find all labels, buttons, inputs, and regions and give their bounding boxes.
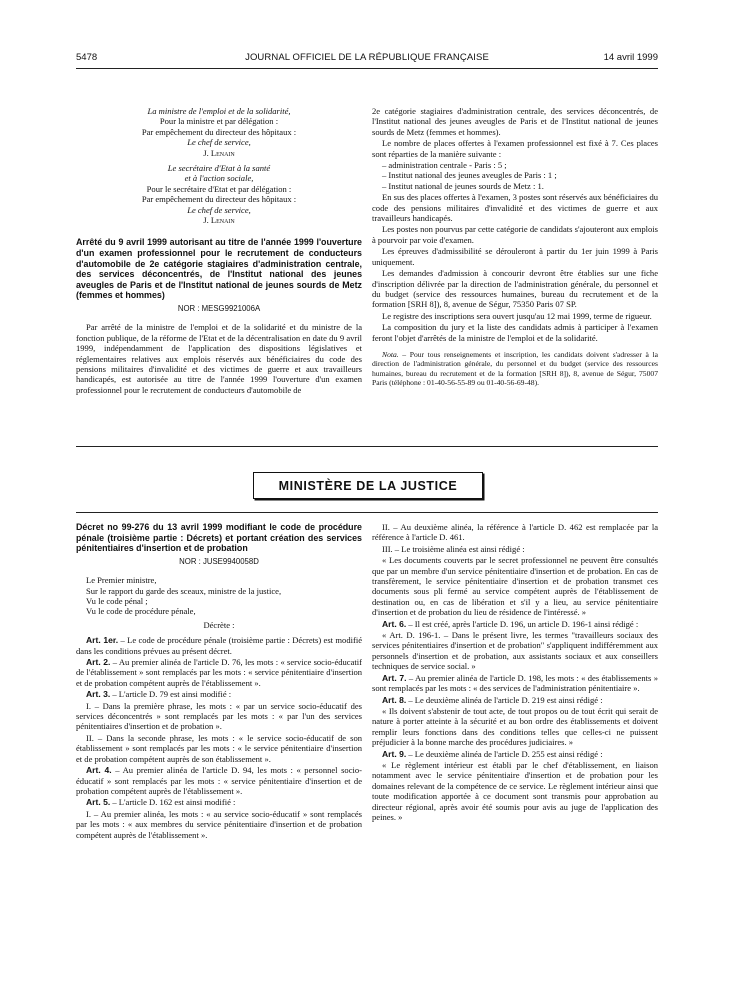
article-text: II. – Au deuxième alinéa, la référence à l'article D. 462 est remplacée par la référence à l'article D. 461. bbox=[372, 522, 658, 543]
note-label: Nota. bbox=[382, 349, 399, 359]
signature-line: Le chef de service, bbox=[187, 204, 251, 215]
article-paragraph bbox=[76, 765, 362, 796]
arrete-paragraph: 2e catégorie stagiaires d'administration centrale, des services déconcentrés, de l'Institut national des jeunes aveugles de Paris et de l'Institut national de jeunes sourds de Metz (femmes et hommes). bbox=[372, 106, 658, 137]
page-header bbox=[76, 52, 658, 66]
issue-date: 14 avril 1999 bbox=[603, 52, 658, 63]
article-text: I. – Au premier alinéa, les mots : « au service socio-éducatif » sont remplacés par les mots : « aux membres du service pénitentiaire d'insertion et de probation compétent auprès de l'établissement ». bbox=[76, 808, 362, 840]
article-paragraph bbox=[372, 695, 658, 705]
article-paragraph bbox=[372, 760, 658, 822]
arrete-nor: NOR : MESG9921006A bbox=[177, 304, 261, 314]
article-text: II. – Dans la seconde phrase, les mots : « le service socio-éducatif de son établissement » sont remplacés par les mots : « le service pénitentiaire d'insertion et de probation compétent auprès de son établissement ». bbox=[76, 732, 362, 764]
note-text: – Pour tous renseignements et inscription, les candidats doivent s'adresser à la direction de l'administration générale, du personnel et du budget (service des ressources humaines, bureau du recrutement et de la formation [SRH 8]), 8, avenue de Ségur, 75007 Paris (téléphone : 01-40-56-55-89 ou 01-40-56-69-48). bbox=[372, 349, 658, 388]
arrete-paragraph: Les demandes d'admission à concourir devront être établies sur une fiche d'inscription délivrée par la direction de l'administration générale, du personnel et du budget (service des ressources humaines, bureau du recrutement et de la formation [SRH 8]), 8, avenue de Ségur, 75350 Paris 07 SP. bbox=[372, 268, 658, 310]
article-paragraph bbox=[76, 809, 362, 840]
article-text: III. – Le troisième alinéa est ainsi rédigé : bbox=[382, 543, 525, 554]
preamble-line: Vu le code pénal ; bbox=[86, 596, 148, 606]
signature-line: et à l'action sociale, bbox=[184, 173, 254, 184]
arrete-title: Arrêté du 9 avril 1999 autorisant au titre de l'année 1999 l'ouverture d'un examen professionnel pour le recrutement de conducteurs d'automobile de 2e catégorie stagiaires d'administration centrale, des services déconcentrés, de l'Institut national des jeunes aveugles de Paris et de l'Institut national de jeunes sourds de Metz (femmes et hommes) bbox=[76, 237, 362, 301]
signature-line: Pour la ministre et par délégation : bbox=[159, 116, 279, 127]
article-paragraph bbox=[372, 522, 658, 543]
article-paragraph bbox=[76, 635, 362, 656]
decret-title: Décret no 99-276 du 13 avril 1999 modifiant le code de procédure pénale (troisième partie : Décrets) et portant création des services pénitentiaires d'insertion et de probation bbox=[76, 522, 362, 554]
article-text: – Il est créé, après l'article D. 196, un article D. 196-1 ainsi rédigé : bbox=[406, 618, 639, 629]
article-text: « Ils doivent s'abstenir de tout acte, de tout propos ou de tout écrit qui serait de nature à porter atteinte à la sécurité et au bon ordre des établissements et doivent remplir leurs fonctions dans des conditions telles que celles-ci ne puissent préjudicier à la bonne marche des procédures judiciaires. » bbox=[372, 705, 658, 748]
article-text: – Le deuxième alinéa de l'article D. 219 est ainsi rédigé : bbox=[406, 694, 603, 705]
journal-title: JOURNAL OFFICIEL DE LA RÉPUBLIQUE FRANÇAISE bbox=[245, 52, 489, 63]
arrete-paragraph: Le registre des inscriptions sera ouvert jusqu'au 12 mai 1999, terme de rigueur. bbox=[382, 310, 652, 321]
decret-nor: NOR : JUSE9940058D bbox=[179, 556, 259, 566]
signature-line: Pour le secrétaire d'Etat et par délégation : bbox=[146, 183, 292, 194]
arrete-paragraph: Les postes non pourvus par cette catégorie de candidats s'ajouteront aux emplois à pourvoir par voie d'examen. bbox=[372, 224, 658, 245]
article-label: Art. 1er. bbox=[86, 635, 119, 646]
arrete-paragraph: Par arrêté de la ministre de l'emploi et de la solidarité et du ministre de la fonction publique, de la réforme de l'Etat et de la décentralisation en date du 9 avril 1999, indépendamment de l'application des dispositions législatives et réglementaires relatives aux emplois réservés aux bénéficiaires du code des pensions militaires d'invalidité et des victimes de guerre et aux travailleurs handicapés, est autorisée au titre de l'année 1999 l'ouverture d'un examen professionnel pour le recrutement de conducteurs d'automobile de bbox=[76, 322, 362, 395]
places-item: – administration centrale - Paris : 5 ; bbox=[382, 160, 507, 171]
article-paragraph bbox=[76, 733, 362, 764]
decrete-heading: Décrète : bbox=[203, 619, 235, 630]
article-text: – Au premier alinéa de l'article D. 76, les mots : « service socio-éducatif de l'établissement » sont remplacés par les mots : « service pénitentiaire d'insertion et de probation compétent auprès de l'établissement ». bbox=[76, 657, 362, 688]
arrete-paragraph: En sus des places offertes à l'examen, 3 postes sont réservés aux bénéficiaires du code des pensions militaires d'invalidité et des victimes de guerre et aux travailleurs handicapés. bbox=[372, 192, 658, 224]
article-paragraph bbox=[76, 657, 362, 688]
signature-line: J. Lenain bbox=[203, 147, 235, 158]
signature-line: La ministre de l'emploi et de la solidarité, bbox=[147, 106, 291, 116]
article-paragraph bbox=[372, 706, 658, 748]
article-label: Art. 8. bbox=[382, 694, 407, 705]
signature-line: Par empêchement du directeur des hôpitaux : bbox=[141, 126, 297, 137]
header-rule bbox=[76, 68, 658, 69]
article-paragraph bbox=[372, 630, 658, 672]
lower-right-column bbox=[372, 522, 658, 823]
article-label: Art. 5. bbox=[86, 797, 111, 808]
signature-block bbox=[76, 106, 362, 225]
signature-line: J. Lenain bbox=[203, 215, 235, 226]
preamble-line: Le Premier ministre, bbox=[86, 575, 157, 586]
article-paragraph bbox=[372, 749, 658, 759]
arrete-paragraph: La composition du jury et la liste des candidats admis à participer à l'examen feront l'objet d'arrêtés de la ministre de l'emploi et de la solidarité. bbox=[372, 322, 658, 343]
signature-line: Par empêchement du directeur des hôpitaux : bbox=[141, 194, 297, 205]
section-rule bbox=[76, 446, 658, 447]
ministry-banner: MINISTÈRE DE LA JUSTICE bbox=[253, 472, 483, 499]
article-text: « Les documents couverts par le secret professionnel ne peuvent être consultés que par un membre d'un service pénitentiaire d'insertion et de probation. En cas de transfèrement, le service pénitentiaire d'insertion et de probation transmet ces documents sous pli fermé au service compétent auprès de l'établissement de destination ou, en cas de libération et s'il y a lieu, au service pénitentiaire d'insertion et de probation du lieu de résidence de l'intéressé. » bbox=[372, 555, 658, 618]
page-number: 5478 bbox=[76, 52, 98, 63]
article-paragraph bbox=[372, 673, 658, 694]
article-paragraph bbox=[372, 619, 658, 629]
section-rule bbox=[76, 512, 658, 513]
upper-right-column bbox=[372, 106, 658, 388]
article-label: Art. 6. bbox=[382, 618, 407, 629]
article-text: I. – Dans la première phrase, les mots : « par un service socio-éducatif des services déconcentrés » sont remplacés par les mots : « par l'un des services pénitentiaires d'insertion et de probation ». bbox=[76, 700, 362, 732]
places-item: – Institut national des jeunes aveugles de Paris : 1 ; bbox=[382, 170, 557, 181]
article-text: – Le deuxième alinéa de l'article D. 255 est ainsi rédigé : bbox=[406, 748, 603, 759]
arrete-paragraph: Le nombre de places offertes à l'examen professionnel est fixé à 7. Ces places sont réparties de la manière suivante : bbox=[372, 138, 658, 159]
arrete-paragraph: Les épreuves d'admissibilité se dérouleront à partir du 1er juin 1999 à Paris uniquement. bbox=[372, 246, 658, 267]
places-item: – Institut national de jeunes sourds de Metz : 1. bbox=[382, 180, 544, 191]
article-label: Art. 4. bbox=[86, 765, 112, 776]
article-text: – Au premier alinéa de l'article D. 198, les mots : « des établissements » sont remplacés par les mots : « des services de l'administration pénitentiaire ». bbox=[372, 672, 658, 694]
signature-line: Le secrétaire d'Etat à la santé bbox=[167, 163, 271, 174]
lower-left-column bbox=[76, 522, 362, 841]
article-text: – Au premier alinéa de l'article D. 94, les mots : « personnel socio-éducatif » sont remplacés par les mots : « service pénitentiaire d'insertion et de probation compétent auprès de l'établissement ». bbox=[76, 765, 362, 796]
article-paragraph bbox=[76, 797, 362, 807]
preamble-line: Sur le rapport du garde des sceaux, ministre de la justice, bbox=[86, 585, 282, 596]
preamble-line: Vu le code de procédure pénale, bbox=[86, 606, 196, 617]
article-paragraph bbox=[76, 689, 362, 699]
article-paragraph bbox=[372, 555, 658, 617]
signature-line: Le chef de service, bbox=[187, 137, 251, 148]
article-label: Art. 9. bbox=[382, 748, 407, 759]
article-label: Art. 2. bbox=[86, 657, 111, 668]
article-text: – L'article D. 79 est ainsi modifié : bbox=[110, 689, 232, 700]
article-label: Art. 7. bbox=[382, 672, 407, 683]
article-paragraph bbox=[372, 544, 658, 554]
article-paragraph bbox=[76, 701, 362, 732]
article-text: – L'article D. 162 est ainsi modifié : bbox=[110, 797, 236, 808]
article-text: – Le code de procédure pénale (troisième partie : Décrets) est modifié dans les conditions prévues au présent décret. bbox=[76, 635, 362, 656]
upper-left-column bbox=[76, 106, 362, 396]
article-text: « Art. D. 196-1. – Dans le présent livre, les termes "travailleurs sociaux des services pénitentiaires d'insertion et de probation" s'appliquent indifféremment aux personnels d'insertion et de probation, aux assistants sociaux et aux conseillers techniques de service social. » bbox=[372, 630, 658, 672]
article-text: « Le règlement intérieur est établi par le chef d'établissement, en liaison notamment avec le service pénitentiaire d'insertion et de probation pour les domaines relevant de la compétence de ce service. Le règlement intérieur ainsi que toute modification apportée à ce document sont transmis pour approbation au directeur régional, après avoir été soumis pour avis au juge de l'application des peines. » bbox=[372, 759, 658, 822]
article-label: Art. 3. bbox=[86, 689, 111, 700]
arrete-note bbox=[372, 350, 658, 388]
